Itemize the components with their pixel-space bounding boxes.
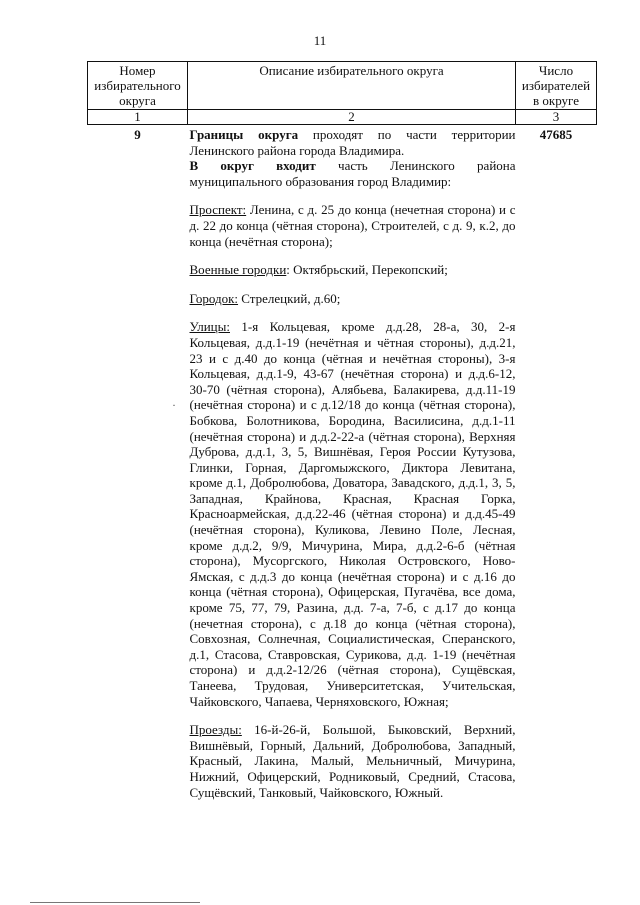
- military-towns-paragraph: [190, 262, 516, 278]
- page-number: 11: [313, 33, 327, 48]
- passages-text: 16-й-26-й, Большой, Быковский, Верхний, Вишнёвый, Горный, Дальний, Добролюбова, Западный, Красный, Лакина, Малый, Мельничный, Мичурина, Нижний, Офицерский, Родниковый, Средний, Стасова, Сущёвский, Танковый, Чайковского, Южный.: [189, 722, 516, 800]
- passages-label: Проезды:: [189, 722, 242, 738]
- streets-text: 1-я Кольцевая, кроме д.д.28, 28-а, 30, 2-я Кольцевая, д.д.1-19 (нечётная и чётная стороны), д.д.21, 23 и с д.40 до конца (чётная и нечётная стороны), 3-я Кольцевая, д.д.1-9, 43-67 (нечётная сторона) и д.д.6-12, 30-70 (чётная сторона), Алябьева, Балакирева, д.д.11-19 (нечётная сторона) и с д.12/18 до конца (чётная сторона), Бобкова, Болотникова, Бородина, Василисина, д.д.1-11 (нечётная сторона) и д.д.2-22-а (чётная сторона), Верхняя Дуброва, д.д.1, 3, 5, Вишнёвая, Героя России Кутузова, Глинки, Горная, Даргомыжского, Диктора Левитана, кроме д.1, Добролюбова, Доватора, Завадского, д.д.1, 3, 5, Западная, Крайнова, Красная, Красная Горка, Красноармейская, д.д.22-46 (чётная сторона) и д.д.45-49 (нечётная сторона), Куликова, Левино Поле, Лесная, кроме д.д.2, 9/9, Мичурина, Мира, д.д.2-6-б (чётная сторона), Мусоргского, Николая Островского, Ново-Ямская, с д.д.3 до конца (нечётная сторона) и с д.16 до конца (чётная сторона), Офицерская, Пугачёва, все дома, кроме 75, 77, 79, Разина, д.д. 7-а, 7-б, с д.17 до конца (нечетная сторона), с д.18 до конца (чётная сторона), Совхозная, Солнечная, Социалистическая, Сперанского, д.1, Стасова, Ставровская, Сурикова, д.д. 1-19 (нечётная сторона) и д.д.2-12/26 (чётная сторона), Сущёвская, Танеева, Трудовая, Университетская, Учительская, Чайковского, Чапаева, Черняховского, Южная;: [189, 319, 516, 709]
- header-voter-count: Число избирателей в округе: [516, 62, 597, 110]
- footer-rule: [30, 902, 200, 903]
- includes-heading: В округ входит: [189, 158, 316, 174]
- voter-count: 47685: [539, 127, 573, 142]
- passages-paragraph: [190, 722, 516, 800]
- town-label: Городок:: [189, 290, 239, 306]
- header-district-description: Описание избирательного округа: [188, 62, 516, 110]
- table-row: [88, 125, 597, 801]
- district-number: 9: [134, 127, 141, 142]
- column-number: 1: [88, 110, 188, 125]
- includes-text: часть Ленинского района муниципального образования город Владимир:: [189, 158, 516, 189]
- prospect-label: Проспект:: [189, 202, 247, 218]
- table-header-row: [88, 62, 597, 110]
- includes-paragraph: [190, 158, 516, 189]
- boundary-paragraph: [190, 127, 516, 158]
- boundary-heading: Границы округа: [189, 127, 299, 142]
- header-district-number: Номер избирательного округа: [88, 62, 188, 110]
- prospect-paragraph: [190, 202, 516, 249]
- streets-paragraph: [190, 319, 516, 709]
- column-number: 2: [188, 110, 516, 125]
- streets-label: Улицы:: [189, 319, 230, 335]
- town-paragraph: [190, 291, 516, 307]
- military-towns-text: : Октябрьский, Перекопский;: [286, 262, 448, 278]
- column-number: 3: [516, 110, 597, 125]
- scan-mark: ·: [172, 398, 176, 412]
- town-text: Стрелецкий, д.60;: [238, 290, 341, 306]
- prospect-text: Ленина, с д. 25 до конца (нечетная сторона) и с д. 22 до конца (чётная сторона), Строителей, с д. 9, к.2, до конца (нечётная сторона);: [189, 202, 516, 249]
- column-number-row: [88, 110, 597, 125]
- districts-table: [87, 61, 597, 800]
- military-towns-label: Военные городки: [189, 262, 287, 278]
- boundary-text: проходят по части территории Ленинского района города Владимира.: [189, 127, 516, 158]
- district-description: [188, 125, 516, 801]
